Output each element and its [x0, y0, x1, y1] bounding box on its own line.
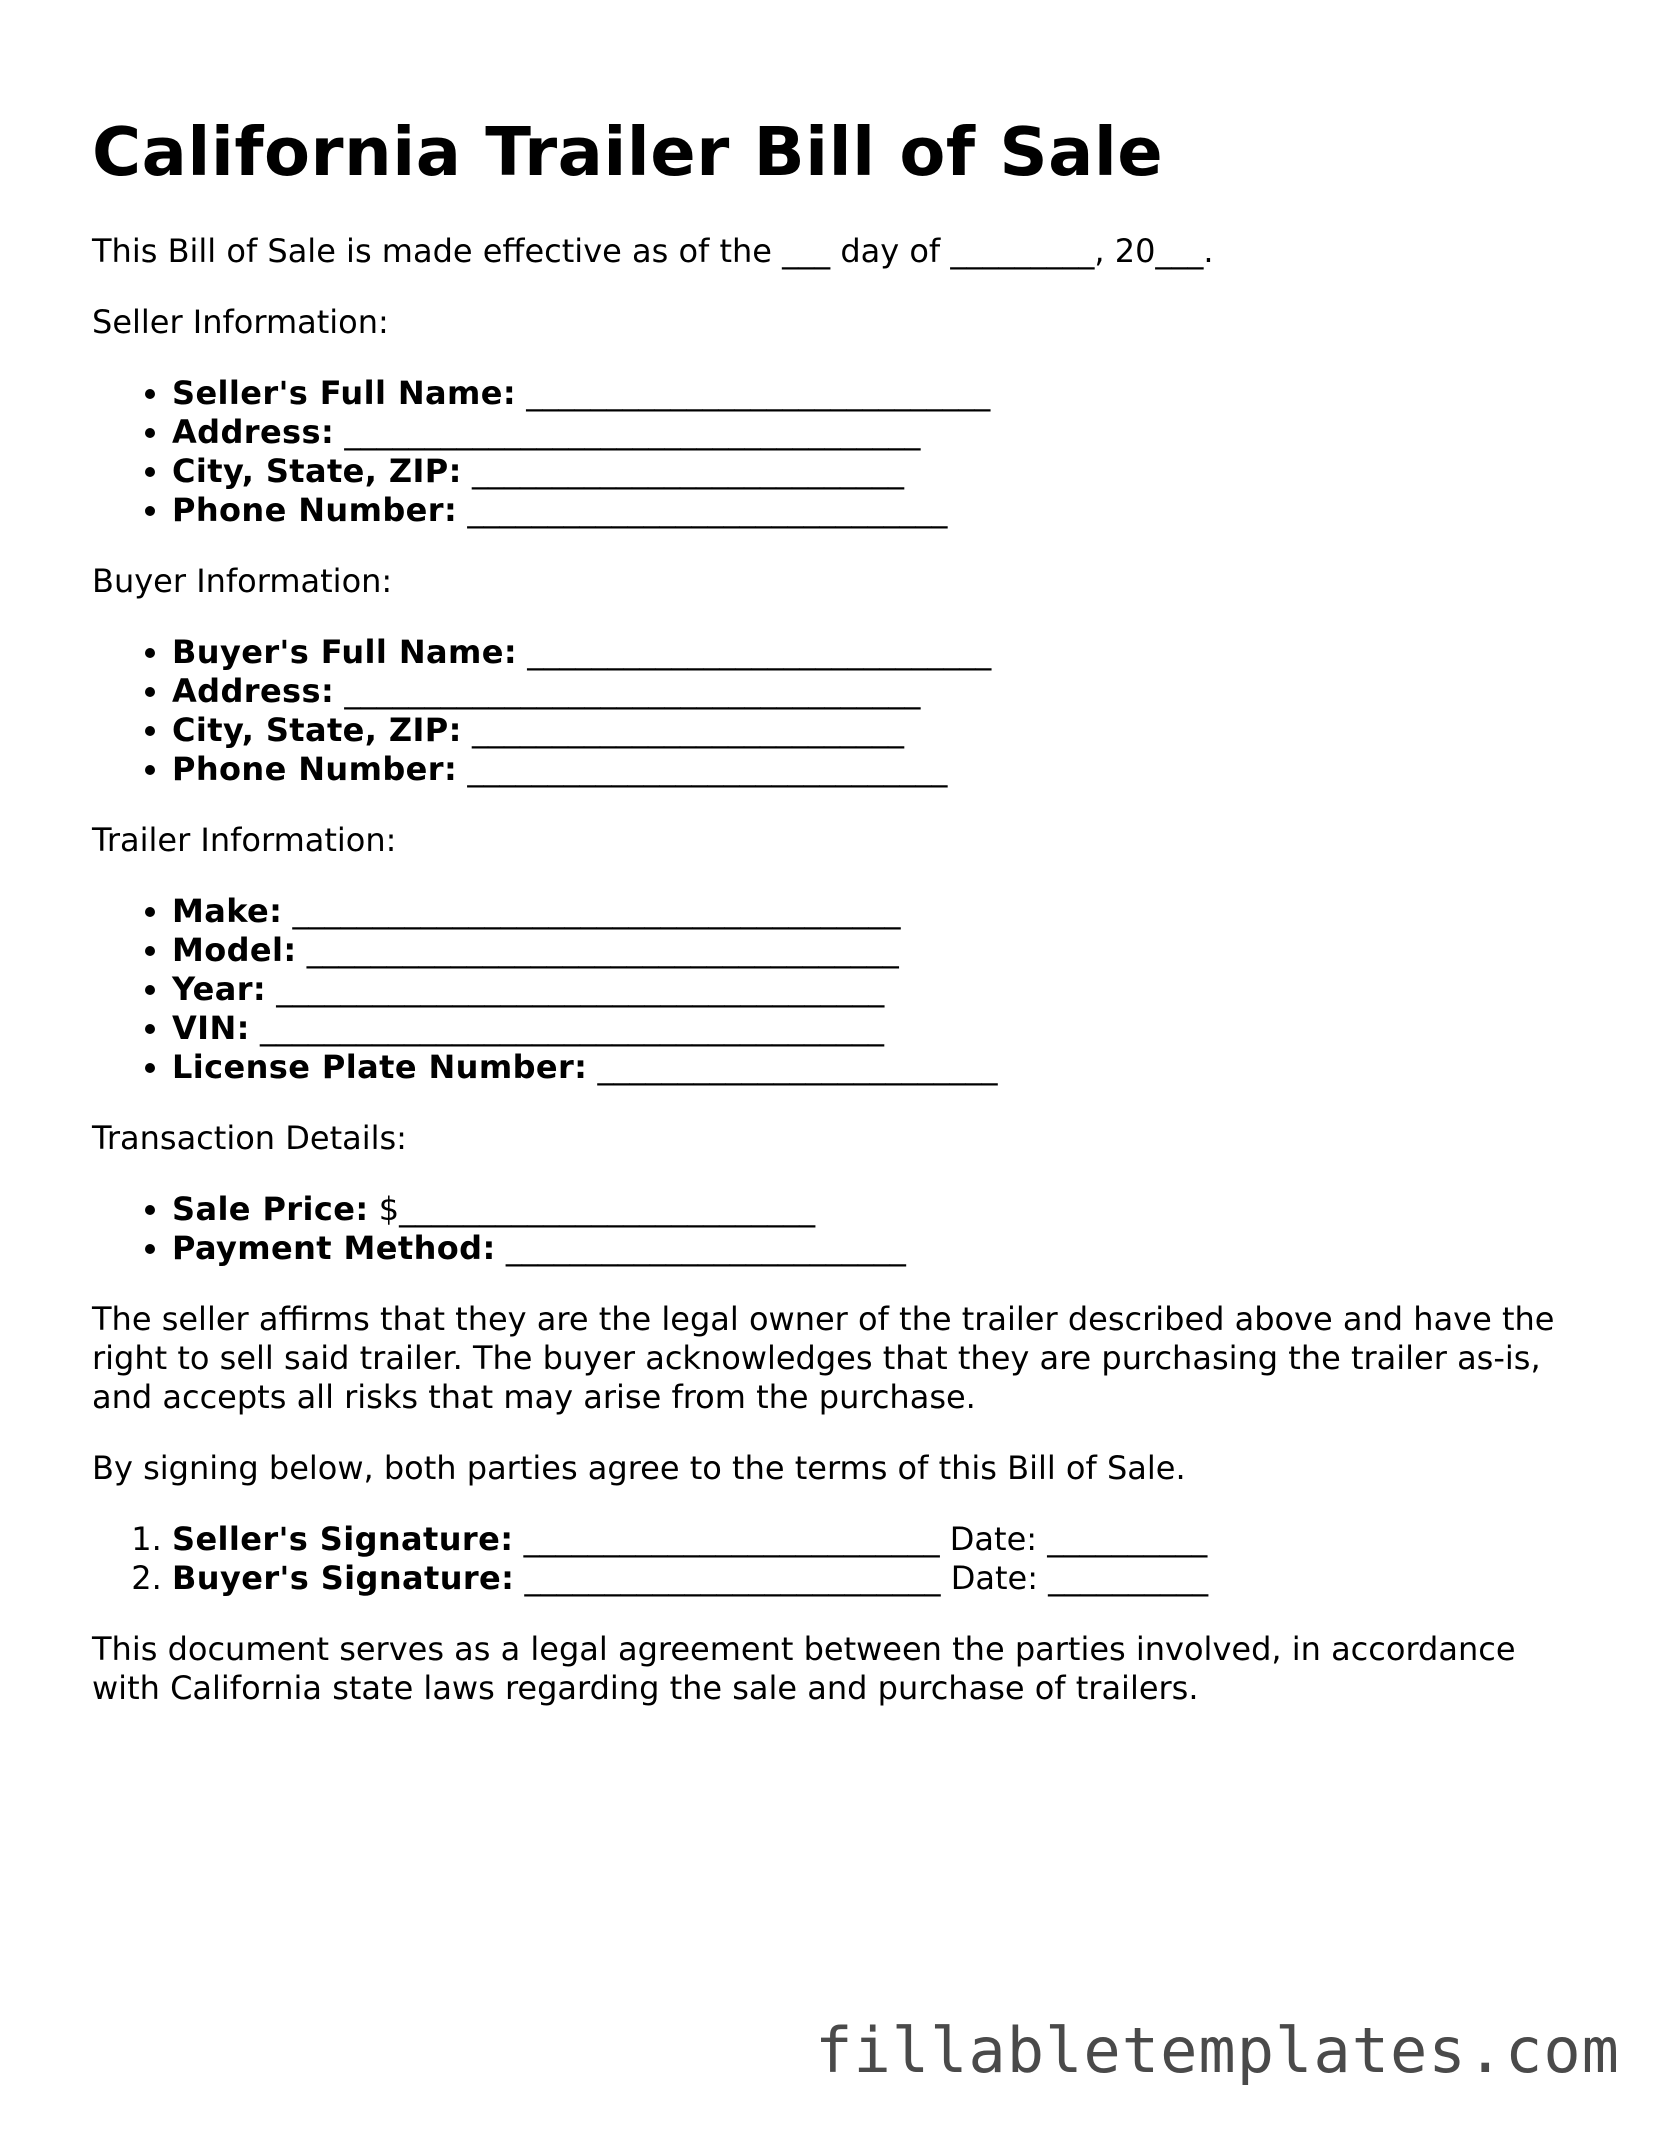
- field-label: Buyer's Full Name:: [172, 633, 518, 671]
- buyer-name-field[interactable]: [172, 633, 1572, 672]
- field-blank[interactable]: ______________________________________: [282, 892, 901, 930]
- transaction-fields-list: [92, 1190, 1572, 1268]
- document-page: [92, 112, 1572, 1708]
- buyer-fields-list: [92, 633, 1572, 789]
- field-label: Phone Number:: [172, 750, 458, 788]
- field-label: City, State, ZIP:: [172, 452, 462, 490]
- signature-blank[interactable]: __________________________ Date: __________: [513, 1520, 1208, 1558]
- field-blank[interactable]: _____________________________: [517, 633, 992, 671]
- field-blank[interactable]: ____________________________________: [334, 413, 921, 451]
- trailer-model-field[interactable]: [172, 931, 1572, 970]
- signature-label: Buyer's Signature:: [172, 1559, 515, 1597]
- field-label: Payment Method:: [172, 1229, 496, 1267]
- watermark: fillabletemplates.com: [815, 2014, 1620, 2087]
- buyer-signature-line[interactable]: [172, 1559, 1572, 1598]
- field-label: Sale Price:: [172, 1190, 369, 1228]
- closing-paragraph: This document serves as a legal agreement between the parties involved, in accordance with California state laws regarding the sale and purchase of trailers.: [92, 1630, 1516, 1707]
- field-label: Phone Number:: [172, 491, 458, 529]
- field-blank[interactable]: _____________________________________: [296, 931, 899, 969]
- seller-name-field[interactable]: [172, 374, 1572, 413]
- buyer-section-heading: Buyer Information:: [92, 562, 393, 600]
- field-label: Model:: [172, 931, 297, 969]
- seller-address-field[interactable]: [172, 413, 1572, 452]
- field-label: VIN:: [172, 1009, 250, 1047]
- seller-signature-line[interactable]: [172, 1520, 1572, 1559]
- field-label: City, State, ZIP:: [172, 711, 462, 749]
- signature-label: Seller's Signature:: [172, 1520, 514, 1558]
- field-blank[interactable]: ___________________________: [461, 452, 904, 490]
- trailer-make-field[interactable]: [172, 892, 1572, 931]
- field-blank[interactable]: _________________________: [495, 1229, 906, 1267]
- seller-phone-field[interactable]: [172, 491, 1572, 530]
- affirmation-paragraph: The seller affirms that they are the legal owner of the trailer described above and have the right to sell said trailer. The buyer acknowledges that they are purchasing the trailer as-is, and accepts all risks that may arise from the purchase.: [92, 1300, 1555, 1416]
- field-blank[interactable]: ___________________________: [461, 711, 904, 749]
- trailer-vin-field[interactable]: [172, 1009, 1572, 1048]
- field-blank[interactable]: ______________________________________: [266, 970, 885, 1008]
- field-label: Make:: [172, 892, 283, 930]
- sale-price-field[interactable]: [172, 1190, 1572, 1229]
- field-blank[interactable]: _________________________: [587, 1048, 998, 1086]
- effective-date-line: This Bill of Sale is made effective as of the ___ day of _________, 20___.: [92, 232, 1214, 270]
- field-label: Address:: [172, 672, 335, 710]
- field-blank[interactable]: ____________________________________: [334, 672, 921, 710]
- field-label: License Plate Number:: [172, 1048, 588, 1086]
- trailer-fields-list: [92, 892, 1572, 1087]
- field-blank[interactable]: ______________________________: [457, 750, 948, 788]
- buyer-phone-field[interactable]: [172, 750, 1572, 789]
- buyer-address-field[interactable]: [172, 672, 1572, 711]
- field-label: Address:: [172, 413, 335, 451]
- field-blank[interactable]: ______________________________: [457, 491, 948, 529]
- document-title: California Trailer Bill of Sale: [92, 113, 1164, 191]
- payment-method-field[interactable]: [172, 1229, 1572, 1268]
- signatures-list: [92, 1520, 1572, 1598]
- field-label: Seller's Full Name:: [172, 374, 517, 412]
- field-label: Year:: [172, 970, 267, 1008]
- trailer-section-heading: Trailer Information:: [92, 821, 397, 859]
- seller-city-state-zip-field[interactable]: [172, 452, 1572, 491]
- trailer-year-field[interactable]: [172, 970, 1572, 1009]
- trailer-license-plate-field[interactable]: [172, 1048, 1572, 1087]
- field-blank[interactable]: _______________________________________: [249, 1009, 885, 1047]
- field-blank[interactable]: _____________________________: [516, 374, 991, 412]
- transaction-section-heading: Transaction Details:: [92, 1119, 407, 1157]
- seller-fields-list: [92, 374, 1572, 530]
- buyer-city-state-zip-field[interactable]: [172, 711, 1572, 750]
- seller-section-heading: Seller Information:: [92, 303, 389, 341]
- signature-blank[interactable]: __________________________ Date: __________: [514, 1559, 1209, 1597]
- signing-intro-paragraph: By signing below, both parties agree to the terms of this Bill of Sale.: [92, 1449, 1186, 1487]
- field-blank[interactable]: $__________________________: [368, 1190, 816, 1228]
